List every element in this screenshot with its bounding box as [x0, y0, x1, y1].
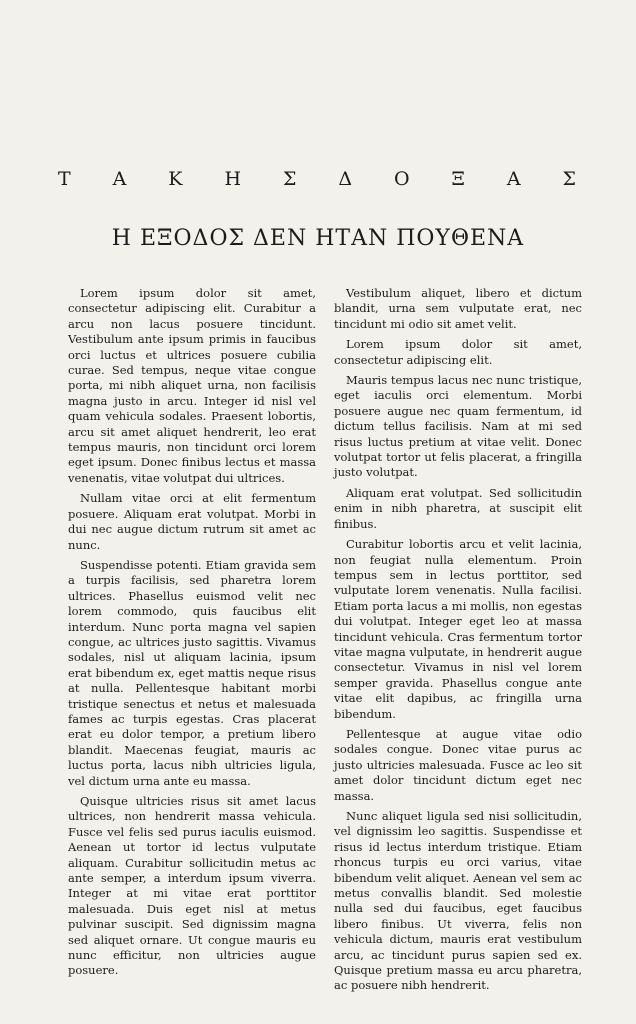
author-letter: Ξ — [451, 168, 467, 190]
paragraph: Aliquam erat volutpat. Sed sollicitudin enim in nibh pharetra, at suscipit elit finibus. — [334, 485, 582, 531]
author-letter: Τ — [58, 168, 73, 190]
author-letter: Κ — [168, 168, 185, 190]
paragraph: Vestibulum aliquet, libero et dictum blandit, urna sem vulputate erat, nec tincidunt mi odio sit amet velit. — [334, 286, 582, 331]
author-letter: Η — [224, 168, 244, 190]
author-letter: Σ — [562, 168, 578, 190]
paragraph: Quisque ultricies risus sit amet lacus ultrices, non hendrerit massa vehicula. Fusce vel felis sed purus iaculis euismod. Aenean ut tortor id lectus vulputate aliquam. Curabitur sollicitudin metus ac ante semper, a interdum ipsum viverra. Integer at mi vitae erat porttitor malesuada. Duis eget nisl at metus pulvinar suscipit. Sed dignissim magna sed aliquet ornare. Ut congue mauris eu nunc efficitur, non ultricies augue posuere. — [68, 794, 316, 978]
author-letter: Δ — [338, 168, 355, 190]
paragraph: Curabitur lobortis arcu et velit lacinia, non feugiat nulla elementum. Proin tempus sem in lectus porttitor, sed vulputate lorem venenatis. Nulla facilisi. Etiam porta lacus a mi mollis, non egestas dui volutpat. Integer eget leo at massa tincidunt vehicula. Cras fermentum tortor vitae magna vulputate, in hendrerit augue consectetur. Vivamus in nisl vel lorem semper gravida. Phasellus congue ante vitae elit dapibus, ac fringilla urna bibendum. — [334, 537, 582, 721]
author-letter: Ο — [394, 168, 412, 190]
paragraph: Nullam vitae orci at elit fermentum posuere. Aliquam erat volutpat. Morbi in dui nec augue dictum rutrum sit amet ac nunc. — [68, 491, 316, 552]
author-letter: Σ — [282, 168, 299, 190]
paragraph: Lorem ipsum dolor sit amet, consectetur adipiscing elit. Curabitur a arcu non lacus posuere tincidunt. Vestibulum ante ipsum primis in faucibus orci luctus et ultrices posuere cubilia curae. Sed tempus, neque vitae congue porta, mi nibh aliquet urna, non facilisis magna justo in arcu. Integer id nisl vel quam vehicula sodales. Praesent lobortis, arcu sit amet aliquet hendrerit, leo erat tempus mauris, non tincidunt orci lorem eget ipsum. Donec finibus lectus et massa venenatis, vitae volutpat dui ultrices. — [68, 286, 316, 485]
text-columns — [68, 286, 582, 1006]
paragraph: Nunc aliquet ligula sed nisi sollicitudin, vel dignissim leo sagittis. Suspendisse et risus id lectus interdum tristique. Etiam rhoncus turpis eu orci varius, vitae bibendum velit aliquet. Aenean vel sem ac metus convallis blandit. Sed molestie nulla sed dui faucibus, eget faucibus libero finibus. Ut viverra, felis non vehicula dictum, mauris erat vestibulum arcu, ac tincidunt purus sapien sed ex. Quisque pretium massa eu arcu pharetra, ac posuere nibh hendrerit. — [334, 809, 582, 993]
author-letter: Α — [112, 168, 129, 190]
story-title: Η ΕΞΟΔΟΣ ΔΕΝ ΗΤΑΝ ΠΟΥΘΕΝΑ — [111, 226, 525, 251]
paragraph: Suspendisse potenti. Etiam gravida sem a turpis facilisis, sed pharetra lorem ultrices. Phasellus euismod velit nec lorem commodo, quis faucibus elit interdum. Nunc porta magna vel sapien congue, ac ultrices justo sagittis. Vivamus sodales, nisl ut aliquam lacinia, ipsum erat bibendum ex, eget mattis neque risus at nulla. Pellentesque habitant morbi tristique senectus et netus et malesuada fames ac turpis egestas. Cras placerat erat eu dolor tempor, a pretium libero blandit. Maecenas feugiat, mauris ac luctus porta, lacus nibh ultricies ligula, vel dictum urna ante eu massa. — [68, 557, 316, 788]
paragraph: Lorem ipsum dolor sit amet, consectetur adipiscing elit. — [334, 337, 582, 367]
paragraph: Mauris tempus lacus nec nunc tristique, eget iaculis orci elementum. Morbi posuere augue nec quam fermentum, id dictum tellus facilisis. Nam at mi sed risus luctus pretium at vitae velit. Donec volutpat tortor ut felis placerat, a fringilla justo volutpat. — [334, 373, 582, 480]
right-column — [334, 286, 582, 1006]
author-letter: Α — [506, 168, 523, 190]
paragraph: Pellentesque at augue vitae odio sodales congue. Donec vitae purus ac justo ultricies malesuada. Fusce ac leo sit amet dolor tincidunt dictum eget nec massa. — [334, 726, 582, 803]
author-name — [58, 168, 578, 190]
left-column — [68, 286, 316, 1006]
